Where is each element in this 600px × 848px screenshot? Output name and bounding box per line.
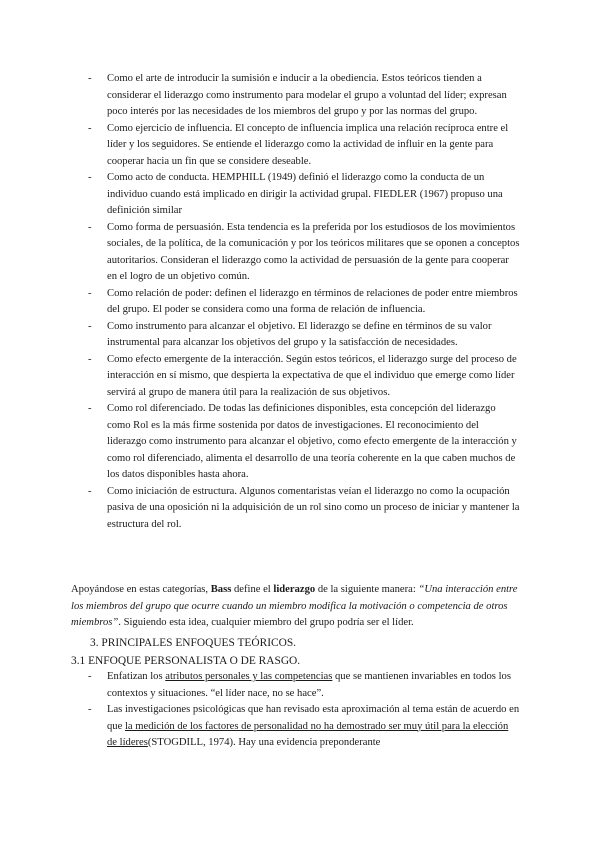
- list-item: [88, 702, 520, 752]
- definition-quote: “Una interacción entre los miembros del grupo que ocurre cuando un miembro modifica la motivación o competencia de otros miembros”: [71, 584, 518, 628]
- subsection-heading-3-1: 3.1 ENFOQUE PERSONALISTA O DE RASGO.: [71, 655, 301, 667]
- list-item: [88, 121, 520, 171]
- list-item: [88, 170, 520, 220]
- bullet-dash: -: [88, 353, 92, 365]
- paragraph-text: Apoyándose en estas categorías,: [71, 584, 211, 595]
- list-item-text: Como rol diferenciado. De todas las definiciones disponibles, esta concepción del liderazgo como Rol es la más firme sostenida por datos de investigaciones. El reconocimiento del liderazgo como instrumento para alcanzar el objetivo, como efecto emergente de la interacción y como rol diferenciado, alimenta el desarrollo de una teoría coherente en la que caben muchos de los datos disponibles hasta ahora.: [107, 403, 517, 480]
- list-item-text: Como acto de conducta. HEMPHILL (1949) definió el liderazgo como la conducta de un individuo cuando está implicado en dirigir la actividad grupal. FIEDLER (1967) propuso una definición similar: [107, 172, 503, 216]
- bullet-dash: -: [88, 122, 92, 134]
- paragraph-text: de la siguiente manera:: [315, 584, 419, 595]
- bullet-dash: -: [88, 704, 92, 715]
- paragraph-text: define el: [231, 584, 274, 595]
- list-item: [88, 319, 520, 352]
- list-item-text: Como el arte de introducir la sumisión e inducir a la obediencia. Estos teóricos tienden a considerar el liderazgo como instrumento para modelar el grupo a voluntad del líder; expresan poco interés por las necesidades de los miembros del grupo y por las normas del grupo.: [107, 73, 507, 117]
- list-item-text: Las investigaciones psicológicas que han revisado esta aproximación al tema están de acuerdo en que: [107, 704, 520, 732]
- list-item: [88, 286, 520, 319]
- trait-approach-list: [88, 669, 520, 752]
- bullet-dash: -: [88, 172, 92, 183]
- list-item: [88, 220, 520, 286]
- list-item: [88, 401, 520, 484]
- list-item-text: (STOGDILL, 1974). Hay una evidencia preponderante: [147, 737, 381, 748]
- bass-definition-paragraph: [71, 582, 519, 632]
- list-item: [88, 484, 520, 534]
- bullet-dash: -: [88, 485, 92, 497]
- list-item-text: Como efecto emergente de la interacción. Según estos teóricos, el liderazgo surge del proceso de interacción en sí mismo, que despierta la expectativa de que el individuo que emerge como líder servirá al grupo de manera útil para la realización de sus objetivos.: [107, 353, 517, 398]
- list-item-text: Enfatizan los: [107, 671, 166, 682]
- bullet-dash: -: [88, 320, 92, 332]
- list-item: [88, 669, 520, 702]
- bullet-dash: -: [88, 73, 92, 84]
- list-item-text: Como instrumento para alcanzar el objetivo. El liderazgo se define en términos de su valor instrumental para alcanzar los objetivos del grupo y la satisfacción de necesidades.: [107, 320, 492, 348]
- list-item-text: Como forma de persuasión. Esta tendencia es la preferida por los estudiosos de los movimientos sociales, de la política, de la comunicación y por los teóricos militares que se oponen a conceptos autoritarios. Consideran el liderazgo como la actividad de persuasión de la gente para cooperar en el logro de un objetivo común.: [107, 221, 520, 282]
- list-item-text: Como relación de poder: definen el liderazgo en términos de relaciones de poder entre miembros del grupo. El poder se considera como una forma de relación de influencia.: [107, 287, 518, 315]
- underlined-text: la medición de los factores de personalidad no ha demostrado ser muy útil para la elección de líderes: [107, 720, 509, 748]
- bullet-dash: -: [88, 221, 92, 233]
- list-item-text: Como ejercicio de influencia. El concepto de influencia implica una relación recíproca entre el líder y los seguidores. Se entiende el liderazgo como la actividad de influir en la gente para cooperar hacia un fin que se considere deseable.: [107, 122, 509, 167]
- author-name-bold: Bass: [210, 584, 232, 595]
- leadership-definitions-list: [88, 71, 520, 533]
- bullet-dash: -: [88, 671, 92, 682]
- bullet-dash: -: [88, 287, 92, 299]
- paragraph-text: . Siguiendo esta idea, cualquier miembro del grupo podría ser el líder.: [118, 617, 414, 628]
- section-heading-3: 3. PRINCIPALES ENFOQUES TEÓRICOS.: [90, 637, 297, 649]
- list-item: [88, 352, 520, 402]
- term-bold: liderazgo: [273, 584, 316, 595]
- bullet-dash: -: [88, 403, 92, 414]
- list-item-text: Como iniciación de estructura. Algunos comentaristas veían el liderazgo no como la ocupación pasiva de una oposición ni la adquisición de un rol sino como un proceso de iniciar y mantener la estructura del rol.: [107, 485, 520, 530]
- underlined-text: atributos personales y las competencias: [165, 671, 333, 682]
- list-item: [88, 71, 520, 121]
- list-item-text: que se mantienen invariables en todos los contextos y situaciones. “el líder nace, no se hace”.: [107, 671, 511, 699]
